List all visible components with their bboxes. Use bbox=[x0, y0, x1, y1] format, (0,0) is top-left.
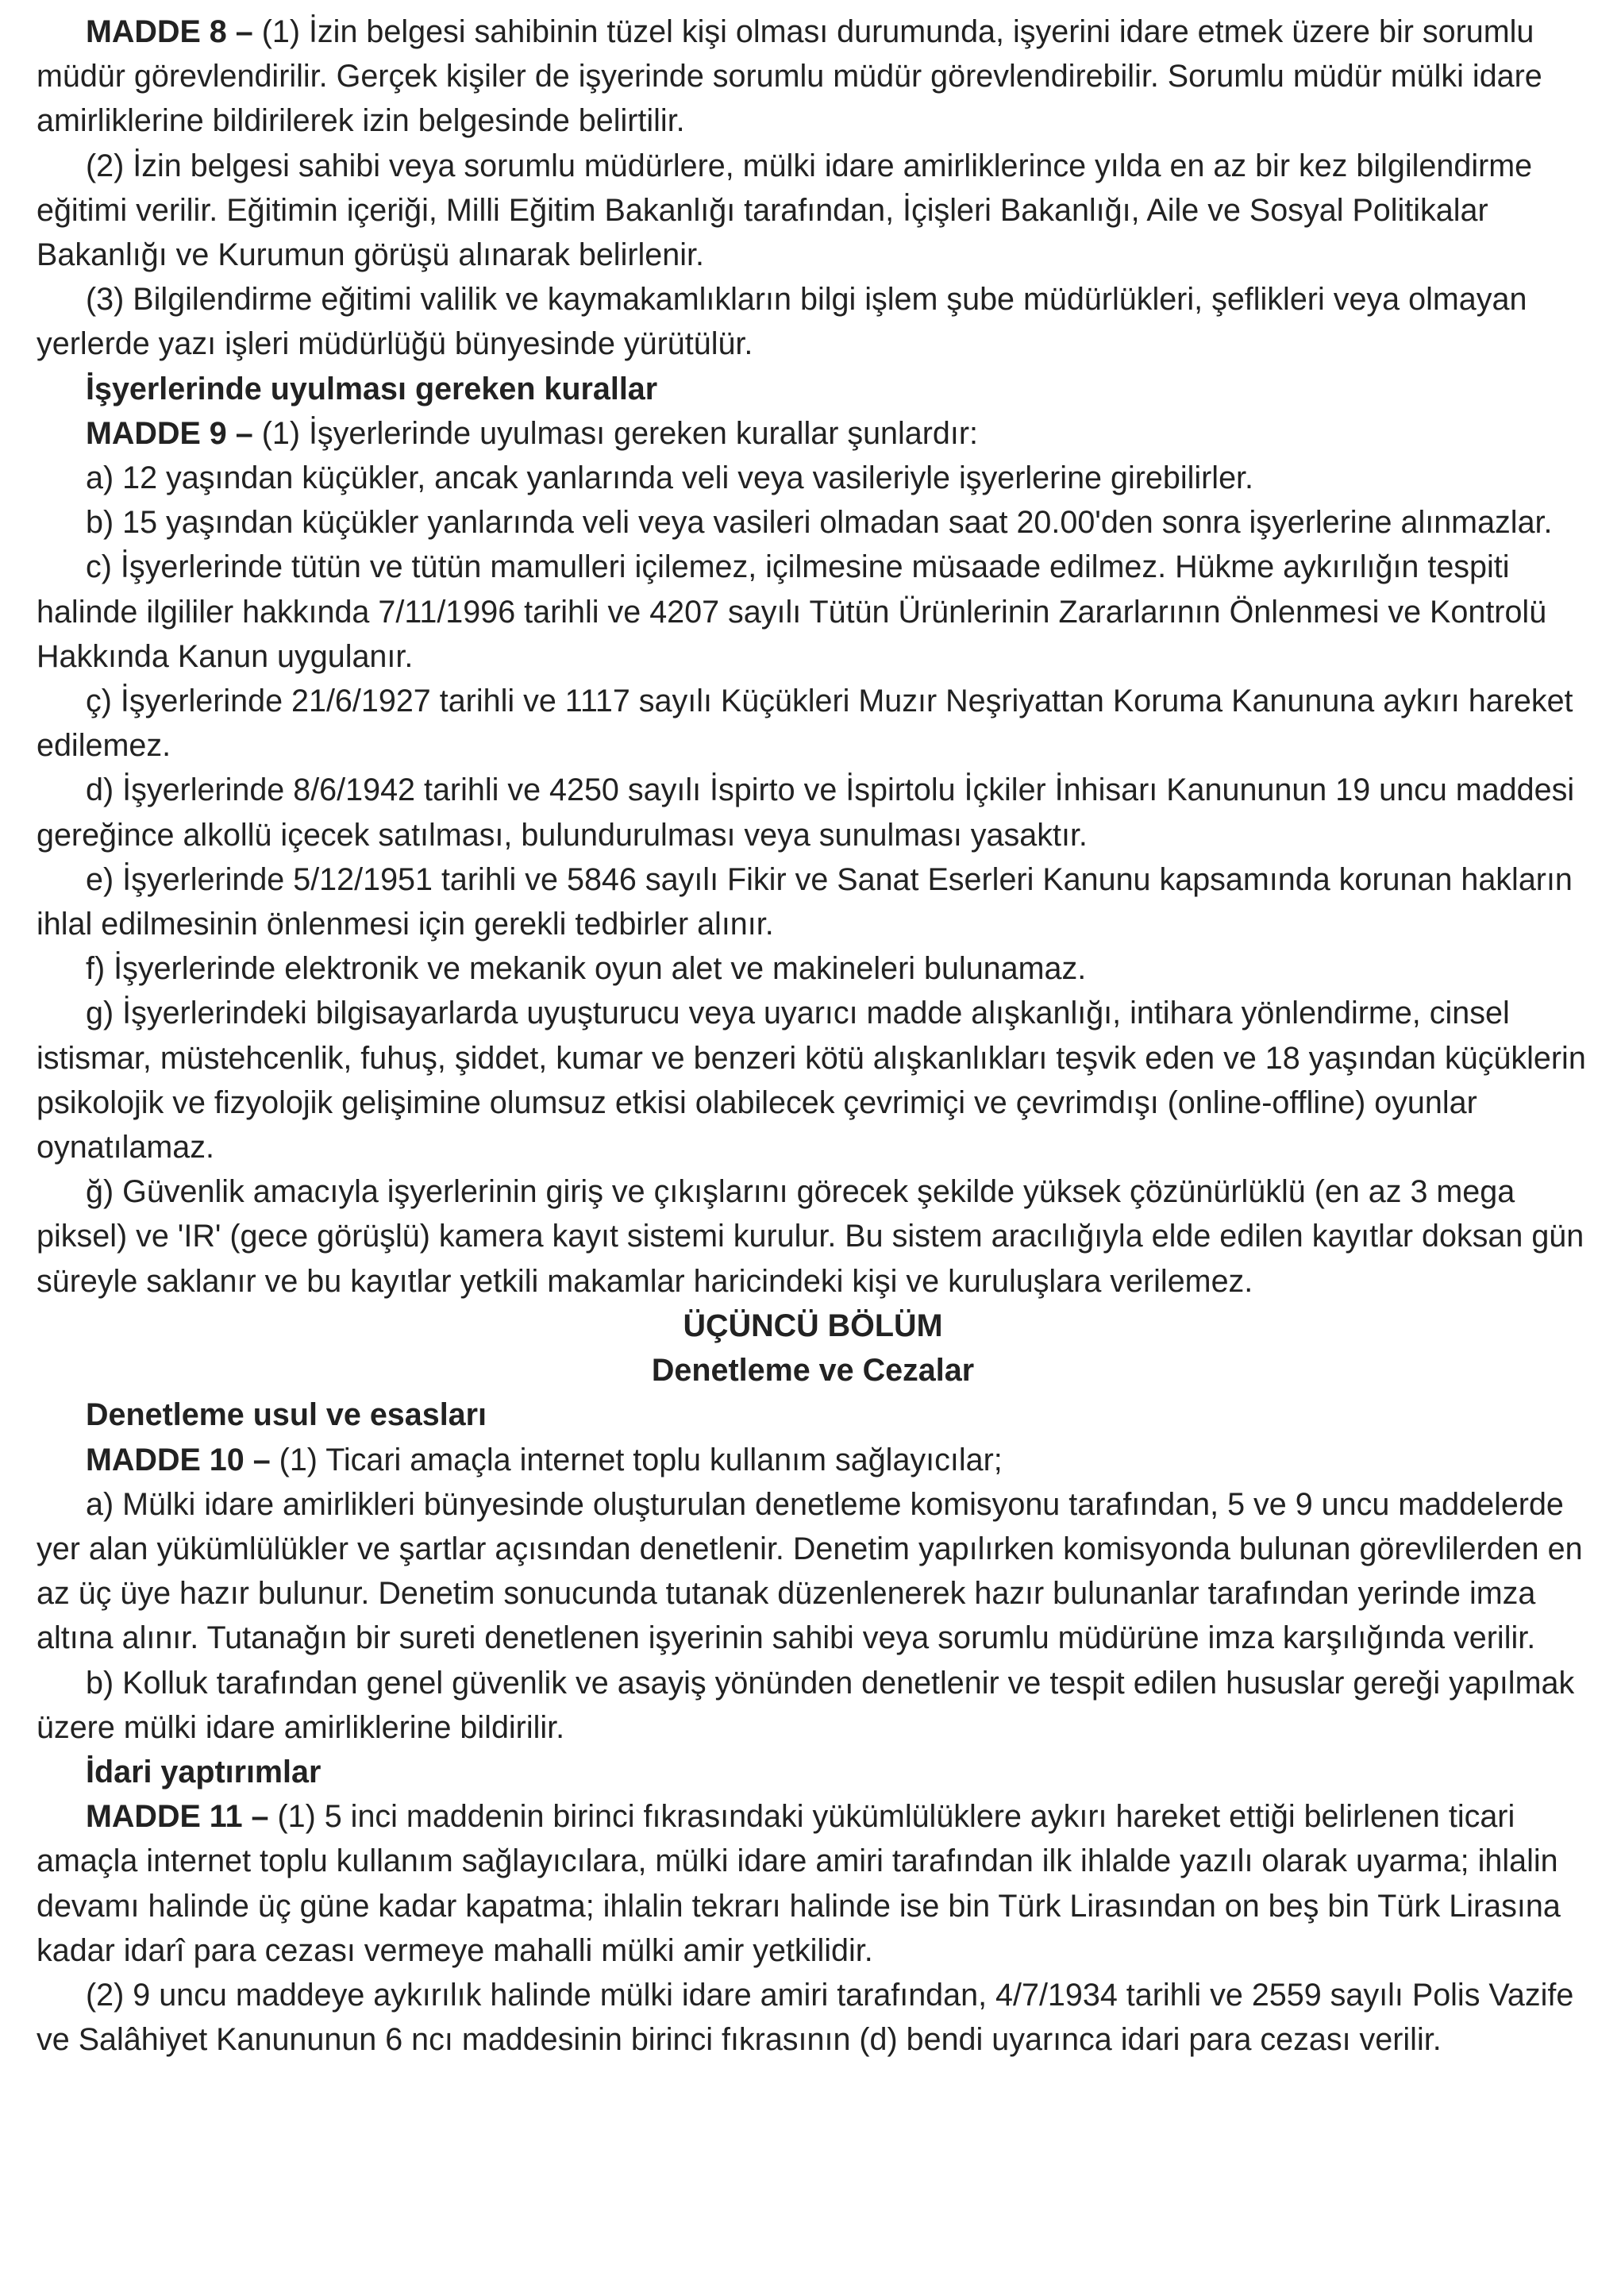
madde-10-heading: Denetleme usul ve esasları bbox=[86, 1397, 487, 1433]
madde-11-heading: İdari yaptırımlar bbox=[86, 1754, 322, 1789]
madde-8-text-1: (1) İzin belgesi sahibinin tüzel kişi olması durumunda, işyerini idare etmek üzere bir sorumlu müdür görevlendirilir. Gerçek kişiler de işyerinde sorumlu müdür görevlendirebilir. Sorumlu müdür mülki idare amirliklerine bildirilerek izin belgesinde belirtilir. bbox=[37, 14, 1542, 139]
madde-9-item-b: b) 15 yaşından küçükler yanlarında veli veya vasileri olmadan saat 20.00'den sonra işyerlerine alınmazlar. bbox=[86, 505, 1553, 541]
section-title: ÜÇÜNCÜ BÖLÜM bbox=[683, 1308, 943, 1343]
section-subtitle: Denetleme ve Cezalar bbox=[651, 1353, 975, 1389]
madde-9-intro-text: (1) İşyerlerinde uyulması gereken kurallar şunlardır: bbox=[252, 415, 978, 451]
madde-9-title: MADDE 9 – bbox=[86, 415, 253, 451]
madde-11-text-1: (1) 5 inci maddenin birinci fıkrasındaki yükümlülüklere aykırı hareket ettiği belirlenen ticari amaçla internet toplu kullanım sağlayıcılara, mülki idare amiri tarafından ilk ihlalde yazılı olarak uyarma; ihlalin devamı halinde üç güne kadar kapatma; ihlalin tekrarı halinde ise bin Türk Lirasından on beş bin Türk Lirasına kadar idarî para cezası vermeye mahalli mülki amir yetkilidir. bbox=[37, 1799, 1561, 1968]
madde-8-paragraph-1 bbox=[37, 10, 1589, 144]
madde-10-item-b: b) Kolluk tarafından genel güvenlik ve asayiş yönünden denetlenir ve tespit edilen hususlar gereği yapılmak üzere mülki idare amirliklerine bildirilir. bbox=[37, 1665, 1575, 1745]
madde-11-paragraph-2: (2) 9 uncu maddeye aykırılık halinde mülki idare amiri tarafından, 4/7/1934 tarihli ve 2559 sayılı Polis Vazife ve Salâhiyet Kanununun 6 ncı maddesinin birinci fıkrasının (d) bendi uyarınca idari para cezası verilir. bbox=[37, 1977, 1574, 2058]
madde-10-intro-text: (1) Ticari amaçla internet toplu kullanım sağlayıcılar; bbox=[270, 1442, 1003, 1477]
madde-9-item-g: g) İşyerlerindeki bilgisayarlarda uyuşturucu veya uyarıcı madde alışkanlığı, intihara yönlendirme, cinsel istismar, müstehcenlik, fuhuş, şiddet, kumar ve benzeri kötü alışkanlıkları teşvik eden ve 18 yaşından küçüklerin psikolojik ve fizyolojik gelişimine olumsuz etkisi olabilecek çevrimiçi ve çevrimdışı (online-offline) oyunlar oynatılamaz. bbox=[37, 996, 1586, 1165]
madde-10-intro bbox=[37, 1438, 1589, 1482]
madde-9-item-d: d) İşyerlerinde 8/6/1942 tarihli ve 4250 sayılı İspirto ve İspirtolu İçkiler İnhisarı Kanununun 19 uncu maddesi gereğince alkollü içecek satılması, bulundurulması veya sunulması yasaktır. bbox=[37, 772, 1575, 853]
madde-9-item-c: c) İşyerlerinde tütün ve tütün mamulleri içilemez, içilmesine müsaade edilmez. Hükme aykırılığın tespiti halinde ilgililer hakkında 7/11/1996 tarihli ve 4207 sayılı Tütün Ürünlerinin Zararlarının Önlenmesi ve Kontrolü Hakkında Kanun uygulanır. bbox=[37, 549, 1547, 674]
madde-9-heading: İşyerlerinde uyulması gereken kurallar bbox=[86, 371, 658, 406]
madde-8-paragraph-3: (3) Bilgilendirme eğitimi valilik ve kaymakamlıkların bilgi işlem şube müdürlükleri, şeflikleri veya olmayan yerlerde yazı işleri müdürlüğü bünyesinde yürütülür. bbox=[37, 282, 1527, 362]
madde-9-item-f: f) İşyerlerinde elektronik ve mekanik oyun alet ve makineleri bulunamaz. bbox=[86, 951, 1087, 987]
madde-10-title: MADDE 10 – bbox=[86, 1442, 271, 1477]
madde-9-item-cc: ç) İşyerlerinde 21/6/1927 tarihli ve 1117 sayılı Küçükleri Muzır Neşriyattan Koruma Kanununa aykırı hareket edilemez. bbox=[37, 684, 1573, 764]
madde-10-item-a: a) Mülki idare amirlikleri bünyesinde oluşturulan denetleme komisyonu tarafından, 5 ve 9 uncu maddelerde yer alan yükümlülükler ve şartlar açısından denetlenir. Denetim yapılırken komisyonda bulunan görevlilerden en az üç üye hazır bulunur. Denetim sonucunda tutanak düzenlenerek hazır bulunanlar tarafından yerinde imza altına alınır. Tutanağın bir sureti denetlenen işyerinin sahibi veya sorumlu müdürüne imza karşılığında verilir. bbox=[37, 1486, 1583, 1656]
madde-9-item-gg: ğ) Güvenlik amacıyla işyerlerinin giriş ve çıkışlarını görecek şekilde yüksek çözünürlüklü (en az 3 mega piksel) ve 'IR' (gece görüşlü) kamera kayıt sistemi kurulur. Bu sistem aracılığıyla elde edilen kayıtlar doksan gün süreyle saklanır ve bu kayıtlar yetkili makamlar haricindeki kişi ve kuruluşlara verilemez. bbox=[37, 1174, 1584, 1299]
madde-8-paragraph-2: (2) İzin belgesi sahibi veya sorumlu müdürlere, mülki idare amirliklerince yılda en az bir kez bilgilendirme eğitimi verilir. Eğitimin içeriği, Milli Eğitim Bakanlığı tarafından, İçişleri Bakanlığı, Aile ve Sosyal Politikalar Bakanlığı ve Kurumun görüşü alınarak belirlenir. bbox=[37, 148, 1533, 273]
madde-8-title: MADDE 8 – bbox=[86, 14, 253, 49]
madde-11-title: MADDE 11 – bbox=[86, 1799, 269, 1835]
madde-9-intro bbox=[37, 411, 1589, 456]
madde-9-item-a: a) 12 yaşından küçükler, ancak yanlarında veli veya vasileriyle işyerlerine girebilirler. bbox=[86, 460, 1253, 496]
madde-11-paragraph-1 bbox=[37, 1794, 1589, 1973]
madde-9-item-e: e) İşyerlerinde 5/12/1951 tarihli ve 5846 sayılı Fikir ve Sanat Eserleri Kanunu kapsamında korunan hakların ihlal edilmesinin önlenmesi için gerekli tedbirler alınır. bbox=[37, 861, 1573, 942]
